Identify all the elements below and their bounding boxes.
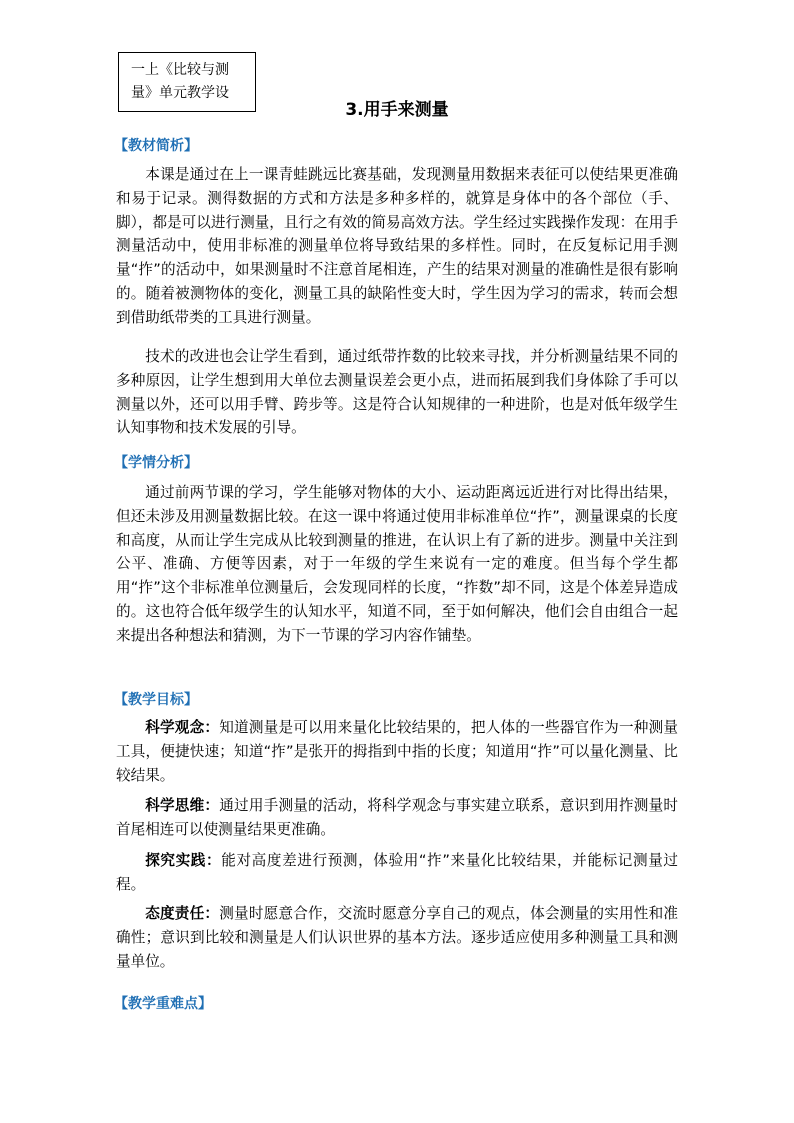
goal-item-practice	[116, 849, 678, 897]
section-heading-difficulties: 【教学重难点】	[114, 996, 212, 1012]
section-heading-learner: 【学情分析】	[114, 455, 198, 471]
section-heading-goals: 【教学目标】	[114, 692, 198, 708]
textbook-paragraph-1: 本课是通过在上一课青蛙跳远比赛基础，发现测量用数据来表征可以使结果更准确和易于记录。测得数据的方式和方法是多种多样的，就算是身体中的各个部位（手、脚），都是可以进行测量，且行之有效的简易高效方法。学生经过实践操作发现：在用手测量活动中，使用非标准的测量单位将导致结果的多样性。同时，在反复标记用手测量“拃”的活动中，如果测量时不注意首尾相连，产生的结果对测量的准确性是很有影响的。随着被测物体的变化，测量工具的缺陷性变大时，学生因为学习的需求，转而会想到借助纸带类的工具进行测量。	[116, 166, 678, 326]
goal-text: 知道测量是可以用来量化比较结果的，把人体的一些器官作为一种测量工具，便捷快速；知道“拃”是张开的拇指到中指的长度；知道用“拃”可以量化测量、比较结果。	[116, 719, 678, 784]
goal-item-attitude	[116, 902, 678, 973]
page-title: 3.用手来测量	[345, 100, 449, 120]
section-heading-textbook: 【教材简析】	[114, 138, 198, 154]
goal-item-concept	[116, 716, 678, 787]
goal-text: 能对高度差进行预测，体验用“拃”来量化比较结果，并能标记测量过程。	[116, 852, 678, 893]
goal-text: 通过用手测量的活动，将科学观念与事实建立联系，意识到用拃测量时首尾相连可以使测量结果更准确。	[116, 797, 678, 838]
goal-item-thinking	[116, 794, 678, 842]
unit-label-box: 一上《比较与测量》单元教学设	[118, 52, 256, 112]
learner-paragraph-1: 通过前两节课的学习，学生能够对物体的大小、运动距离远近进行对比得出结果，但还未涉及用测量数据比较。在这一课中将通过使用非标准单位“拃”，测量课桌的长度和高度，从而让学生完成从比较到测量的推进，在认识上有了新的进步。测量中关注到公平、准确、方便等因素，对于一年级的学生来说有一定的难度。但当每个学生都用“拃”这个非标准单位测量后，会发现同样的长度，“拃数”却不同，这是个体差异造成的。这也符合低年级学生的认知水平，知道不同，至于如何解决，他们会自由组合一起来提出各种想法和猜测，为下一节课的学习内容作铺垫。	[116, 484, 678, 644]
goal-label: 探究实践：	[145, 852, 222, 869]
goal-label: 态度责任：	[145, 905, 220, 922]
textbook-paragraph-2: 技术的改进也会让学生看到，通过纸带拃数的比较来寻找，并分析测量结果不同的多种原因，让学生想到用大单位去测量误差会更小点，进而拓展到我们身体除了手可以测量以外，还可以用手臂、跨步等。这是符合认知规律的一种进阶，也是对低年级学生认知事物和技术发展的引导。	[116, 348, 678, 437]
goal-label: 科学思维：	[145, 797, 220, 814]
goal-text: 测量时愿意合作，交流时愿意分享自己的观点，体会测量的实用性和准确性；意识到比较和测量是人们认识世界的基本方法。逐步适应使用多种测量工具和测量单位。	[116, 905, 678, 970]
goal-label: 科学观念：	[145, 719, 220, 736]
